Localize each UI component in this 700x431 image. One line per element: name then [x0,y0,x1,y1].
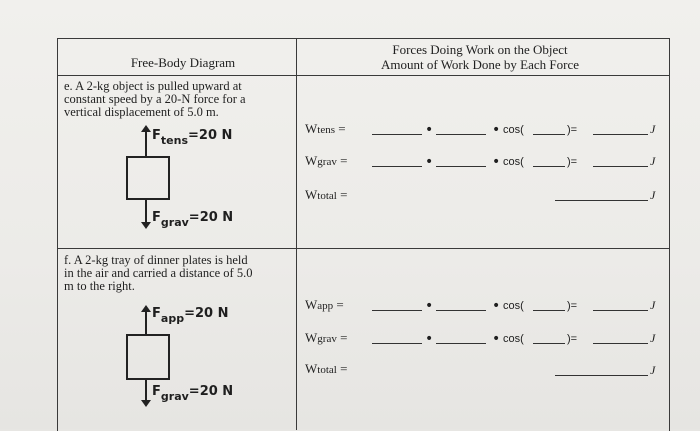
right-column-title-2: Amount of Work Done by Each Force [380,57,579,72]
w-tens-force-blank[interactable] [372,134,422,135]
column-divider [296,38,297,430]
w-app-dot-1: • [425,298,434,314]
w-grav-dot-1: • [425,154,434,170]
w-total-unit: J [650,188,656,202]
w-total-result-blank[interactable] [555,200,648,201]
tray-gravity-arrow [145,378,147,402]
w-grav-f-dot-1: • [425,331,434,347]
w-tens-label: Wtens = [305,121,346,136]
w-app-cos: cos( [503,300,524,312]
w-grav-f-angle-blank[interactable] [533,343,565,344]
problem-f-line-3: m to the right. [64,279,135,293]
w-grav-distance-blank[interactable] [436,166,486,167]
w-grav-force-blank[interactable] [372,166,422,167]
w-grav-f-distance-blank[interactable] [436,343,486,344]
w-tens-result-blank[interactable] [593,134,648,135]
applied-arrow [145,310,147,334]
w-grav-f-unit: J [650,331,656,345]
w-grav-unit: J [650,154,656,168]
w-grav-f-dot-2: • [492,331,501,347]
w-app-unit: J [650,298,656,312]
w-tens-dot-2: • [492,122,501,138]
tension-force-label: $F_{tens}=20$ N [152,128,233,147]
w-grav-f-label: Wgrav = [305,330,348,345]
w-app-label: Wapp = [305,297,344,312]
w-grav-f-force-blank[interactable] [372,343,422,344]
gravity-force-label: $F_{grav}=20$ N [152,210,234,229]
w-total-f-result-blank[interactable] [555,375,648,376]
w-app-close: )= [567,300,578,312]
w-grav-label: Wgrav = [305,153,348,168]
w-total-f-unit: J [650,363,656,377]
w-grav-close: )= [567,156,578,168]
w-app-angle-blank[interactable] [533,310,565,311]
w-app-force-blank[interactable] [372,310,422,311]
w-grav-f-close: )= [567,333,578,345]
problem-e-line-3: vertical displacement of 5.0 m. [64,105,219,119]
w-tens-distance-blank[interactable] [436,134,486,135]
tray-box [126,334,170,380]
w-tens-close: )= [567,124,578,136]
problem-f-line-1: f. A 2-kg tray of dinner plates is held [64,253,248,267]
w-grav-cos: cos( [503,156,524,168]
w-tens-cos: cos( [503,124,524,136]
object-box [126,156,170,200]
w-tens-dot-1: • [425,122,434,138]
row-divider [57,248,669,249]
w-tens-angle-blank[interactable] [533,134,565,135]
tension-arrow [145,130,147,156]
w-app-distance-blank[interactable] [436,310,486,311]
w-grav-f-cos: cos( [503,333,524,345]
w-total-label: Wtotal = [305,187,348,202]
problem-f-line-2: in the air and carried a distance of 5.0 [64,266,253,280]
w-grav-f-result-blank[interactable] [593,343,648,344]
w-app-result-blank[interactable] [593,310,648,311]
header-divider [57,75,669,76]
w-tens-unit: J [650,122,656,136]
w-app-dot-2: • [492,298,501,314]
w-grav-result-blank[interactable] [593,166,648,167]
left-column-title: Free-Body Diagram [130,55,236,70]
w-grav-angle-blank[interactable] [533,166,565,167]
tray-gravity-force-label: $F_{grav}=20$ N [152,384,234,403]
w-grav-dot-2: • [492,154,501,170]
w-total-f-label: Wtotal = [305,361,348,376]
gravity-arrow [145,198,147,224]
right-column-title-1: Forces Doing Work on the Object [392,42,568,57]
applied-force-label: $F_{app}=20$ N [152,306,229,325]
problem-e-line-2: constant speed by a 20-N force for a [64,92,246,106]
problem-e-line-1: e. A 2-kg object is pulled upward at [64,79,242,93]
